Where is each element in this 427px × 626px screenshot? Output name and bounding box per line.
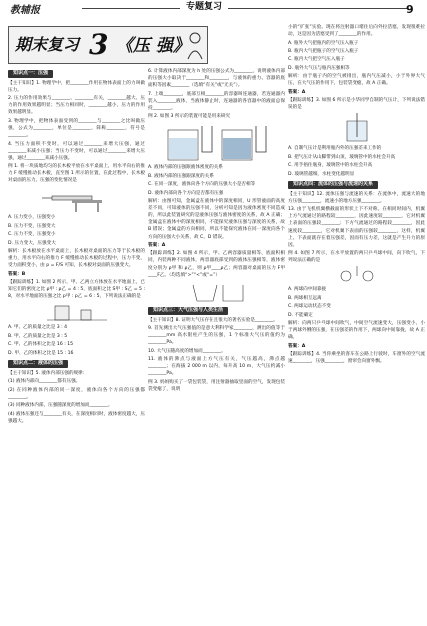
topic-tag-atmosphere: 知识点三：大气压强与人类生活 xyxy=(148,307,228,315)
knowledge-8: 【主干知识】8. 证明大气压存在且很大的著名实验是________。 xyxy=(148,317,278,323)
knowledge-5-3: (3) 同种液体内部，压强随深度的增加而________。 xyxy=(8,403,113,409)
knowledge-1: 【主干知识】1. 物理学中，把________作用在物体表面上的力叫做压力。 xyxy=(8,80,145,93)
option-7b: B. 两球相互远离 xyxy=(288,295,322,301)
header-rule xyxy=(82,8,407,9)
option-5b: B. 瓶内大气把瓶子的空气压入瓶子 xyxy=(288,48,359,54)
knowledge-2: 2. 压力的作用效果与________、________有关，________越大、压力的作用效果越明显；当压力相同时，________越小，压力的作用效果越明显。 xyxy=(8,96,145,116)
topic-tag-liquid: 知识点二：液体的压强 xyxy=(8,360,68,368)
option-3b: B. 液体内部的压强跟深度的关系 xyxy=(148,173,214,179)
knowledge-3: 3. 物理学中，把物体表面受到的________与________之比叫做压强，公式为________，单位是________，简称________，符号是________。 xyxy=(8,118,145,139)
column-1 xyxy=(8,68,145,622)
example-1: 例 1. 将一块质地均匀的长木板平放在水平桌面上，用水平向右的推力 F 缓慢推动长木板，直至图 1 所示的位置，在此过程中，长木板对桌面的压力、压强的变化情况是 xyxy=(8,164,145,184)
newspaper-logo: 教辅报 xyxy=(10,5,40,16)
answer-5: 答案：A xyxy=(288,89,306,95)
topic-tag-pressure: 知识点一：压强 xyxy=(8,70,53,78)
knowledge-12: 【主干知识】12. 流体压强与流速的关系：在流体中，流速大的地方压强________，流速小的地方压强________。 xyxy=(288,191,425,204)
student-illustration-icon xyxy=(184,31,206,61)
answer-3: 答案：A xyxy=(148,242,166,248)
knowledge-13: 13. 由于飞机机翼横截面的形状上下不对称，在相同时间内，机翼上方气流通过的路程较________，因此速度较________，它对机翼上表面的压强较________；下方气流通过的路程较________，因此速度较________，它对机翼下表面的压强较________，这样，机翼上、下表面就存在着压强差，因而有压力差，这就是产生升力的原因。 xyxy=(288,207,425,248)
practice-1: 【跟踪训练】1. 如图 2 所示，甲、乙两立方体放在水平地面上，已知它们的密度之比 ρ甲 : ρ乙 = 4 : 5，底面积之比 S甲 : S乙 = 5 : 8，对水平地面的压强之比 p甲 : p乙 = 6 : 5，下列说法正确的是 xyxy=(8,280,145,300)
option-7d: D. 不能确定 xyxy=(288,312,313,318)
two-containers-figure xyxy=(187,281,247,303)
knowledge-11: 11. 液体的沸点与液面上方气压有关，气压越高，沸点越________；在海拔 2 000 m 以内，每升高 10 m，大气压约减小________Pa。 xyxy=(148,356,285,377)
u-tube-figure xyxy=(162,122,272,162)
option-7a: A. 两球向中间靠拢 xyxy=(288,287,327,293)
section-title: 专题复习 xyxy=(180,1,228,15)
topic-tag-fluid: 知识点四：流体的压强与流速的关系 xyxy=(288,181,378,189)
knowledge-5-2: (2) 在同种液体内部的同一深度，液体向各个方向的压强都________。 xyxy=(8,387,145,400)
option-2b: B. 甲、乙的质量之比是 3 : 5 xyxy=(8,333,68,339)
banner-prefix: 期末复习 xyxy=(15,35,80,54)
option-5c: C. 瓶内大气把空气压入瓶子 xyxy=(288,57,345,63)
example-4: 例 4. 如图 7 所示，在水平放置的两只乒乓球中间，向下吹气，下列说法正确的是 xyxy=(288,251,425,264)
option-2d: D. 甲、乙的体积之比是 15 : 16 xyxy=(8,350,74,356)
banner-subject: 《压 强》 xyxy=(116,36,190,56)
option-1c: C. 压力不变，压强变小 xyxy=(8,232,56,238)
analysis-7: 解析：向两只乒乓球中间吹气，中间空气流速变大，压强变小，小于两球外侧的压强，在压强差的作用下，两球向中间靠拢，故 A 正确。 xyxy=(288,320,425,341)
option-6c: C. 用手捂住瓶身，玻璃管中的水柱会升高 xyxy=(288,163,373,169)
column-2 xyxy=(148,68,285,622)
option-2c: C. 甲、乙的体积之比是 16 : 15 xyxy=(8,342,74,348)
option-3a: A. 液体内部的压强跟液体密度的关系 xyxy=(148,165,223,171)
knowledge-9: 9. 首先测出大气压强值的是意大利科学家________，测出的值等于________mm 高水银柱产生的压强，1 个标准大气压的值约为________Pa。 xyxy=(148,325,285,346)
option-5a: A. 瓶外大气把瓶内的空气压入瓶子 xyxy=(288,40,359,46)
knowledge-5-4: (4) 液体压强还与________有关，在深度相同时，液体密度越大，压强越大。 xyxy=(8,411,145,424)
practice-2: 【跟踪训练】2. 如图 4 所示，甲、乙两容器质量相等、底面积相同，内装两种不同液体，两容器底部受到的液体压强相等，液体密度分别为 ρ甲 和 ρ乙，则 ρ甲____ρ乙；两容器对桌面的压力 F甲____F乙。（均选填“>”“<”或“=”） xyxy=(148,251,285,278)
knowledge-6: 6. 计算液体内部深度为 h 处的压强公式为________，说明液体内部的压强大小取决于________和________，与液体的重力、容器的底面积等因素________（选填“有关”或“无关”）。 xyxy=(148,69,285,89)
knowledge-7: 7. 上端________，底部互相________的容器叫连通器，若连通器内装入________液体，当液体静止时，连通器的各容器中的液面总保持________。 xyxy=(148,91,285,111)
page-header xyxy=(0,0,427,22)
option-6d: D. 玻璃管越细，水柱变化越明显 xyxy=(288,171,355,177)
review-banner xyxy=(8,26,208,64)
knowledge-5-1: (1) 液体内部向________都有压强。 xyxy=(8,379,81,385)
analysis-1: 解析：长木板放在水平桌面上，长木板对桌面的压力等于长木板的重力，用水平向右的推力 F 缓慢推动长木板的过程中，压力不变，受力面积变小，由 p = F/S 可知，长木板对桌面的压强变大。 xyxy=(8,249,145,269)
option-5d: D. 瓶外大气压与瓶内压强相等 xyxy=(288,65,350,71)
analysis-3: 解析：由图可知，金属盒在液体中的深度相同，U 形管液面的高度差不同，可知液体的压强不同，分析可知是因为液体密度不同造成的，所以此装置研究的是液体压强与液体密度的关系，故 A 正确；金属盒在液体中的深度相同，不能探究液体压强与深度的关系，故 B 错误；金属盒的方向相同，所以不能探究液体在同一深度向各个方向的压强大小关系，故 C、D 错误。 xyxy=(148,198,285,240)
option-3d: D. 液体内部向各个方向是否都有压强 xyxy=(148,190,224,196)
page-number: 9 xyxy=(406,3,414,16)
example-3: 例 3. 妈妈购买了一袋包装袋，用注射器抽取里面的空气，发现包装袋变瘪了，说明 xyxy=(148,379,285,392)
knowledge-5: 【主干知识】5. 液体内部压强的规律： xyxy=(8,370,88,376)
practice-3: 【跟踪训练】3. 如图 6 所示是小华同学自制的气压计，下列说法错误的是 xyxy=(288,98,425,111)
column-3 xyxy=(288,24,425,622)
option-2a: A. 甲、乙的质量之比是 3 : 4 xyxy=(8,325,68,331)
option-1b: B. 压力不变，压强变大 xyxy=(8,223,56,229)
example-3-cont: 小的“扩张”实验。现在将注射器口堵住后向外拉活塞，发现很难拉动，这是因为活塞受到了________的作用。 xyxy=(288,25,425,38)
two-balls-figure xyxy=(332,266,382,284)
option-7c: C. 两球运动状态不变 xyxy=(288,304,331,310)
board-on-table-figure xyxy=(42,186,112,212)
practice-4: 【跟踪训练】4. 当你乘坐的客车在公路上行驶时，车窗外的空气流速________，压强________，窗帘会向窗外飘。 xyxy=(288,352,425,365)
knowledge-4: 4. 当压力面积不变时，可以通过________来增大压强，通过________来减小压强；当压力不变时，可以通过________来增大压强，通过________来减小压强。 xyxy=(8,141,145,161)
analysis-5: 解析：由于瓶子内的空气被排出，瓶内气压减小，小于外界大气压，在大气压的作用下，包装袋变瘪，故 A 正确。 xyxy=(288,74,425,87)
option-1a: A. 压力变小，压强变小 xyxy=(8,215,56,221)
option-3c: C. 在同一深度，液体向各个方向的压强大小是否相等 xyxy=(148,182,256,188)
answer-1: 答案：B xyxy=(8,271,26,277)
option-6b: B. 把气压计从山脚带到山顶，玻璃管中的水柱会升高 xyxy=(288,154,396,160)
option-1d: D. 压力变大，压强变大 xyxy=(8,240,56,246)
answer-7: 答案：A xyxy=(288,343,306,349)
option-6a: A. 自制气压计是利用瓶内外的压强差来工作的 xyxy=(288,146,382,152)
banner-number: 3 xyxy=(89,28,109,61)
knowledge-10: 10. 大气压随高度的增加而________。 xyxy=(148,348,226,354)
example-2: 例 2. 如图 3 所示的装置可能是用来研究 xyxy=(148,114,231,120)
barometer-bottle-figure xyxy=(337,113,377,143)
two-cubes-figure xyxy=(47,302,107,322)
